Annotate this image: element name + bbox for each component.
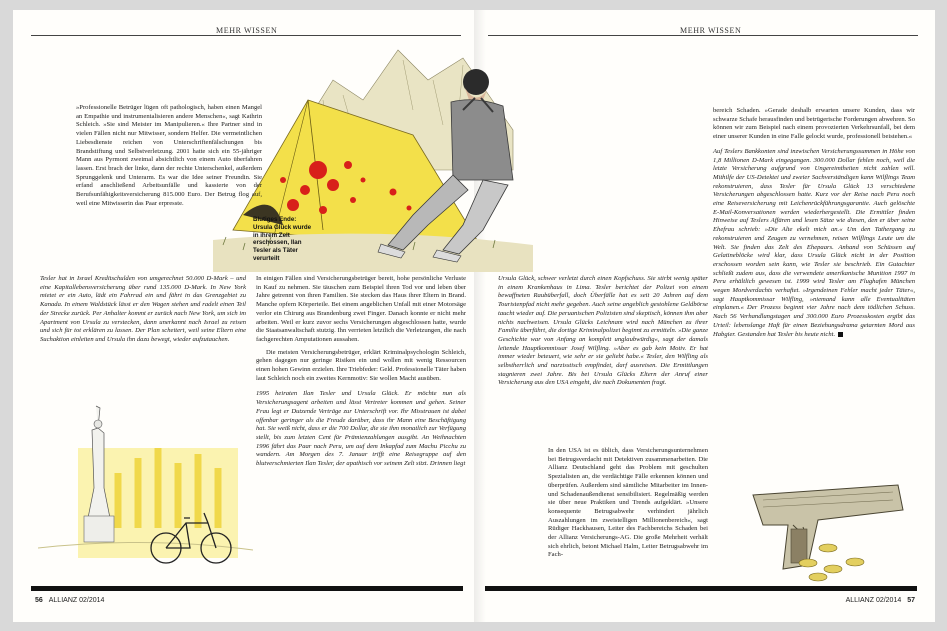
image-caption: Blutiges Ende: Ursula Glück wurde in ihrem Zelt erschossen, Ilan Tesler als Täter verurteilt [253,216,312,262]
section-title-left: MEHR WISSEN [216,26,278,35]
issue-left: 02/2014 [79,597,105,604]
statue-of-liberty-illustration [38,388,253,578]
magazine-name-left: ALLIANZ [48,597,78,604]
pistol-illustration [733,465,918,583]
issue-right: 02/2014 [875,597,902,604]
far-right-story-wrapper [713,148,915,339]
middle-paragraph-1: In einigen Fällen sind Versicherungsbetrüger bereit, hohe persönliche Verluste in Kauf zu nehmen. Sie täuschen zum Beispiel ihren Tod vor und leben über Jahre getrennt von ihren Familien. Sie stecken das Haus ihrer Eltern in Brand. Manche opfern Körperteile. Bei einem angeblichen Unfall mit einer Motorsäge verlor ein Chirurg aus Brandenburg zwei Finger. Danach konnte er nicht mehr arbeiten. Weil er kurz zuvor sechs Versicherungen abgeschlossen hatte, wurde die Staatsanwaltschaft stutzig. Ihn verrieten letztlich die Verletzungen, die nach fachgerechten Amputationen aussahen. [256,275,466,343]
intro-quote-paragraph: »Professionelle Betrüger lügen oft pathologisch, haben einen Mangel an Empathie und instrumentalisieren andere Menschen«, sagt Kathrin Schleich. »Sie sind Meister im Manipulieren.« Ihre Partner sind in vielen Fällen nicht nur Mitwisser, sondern Helfer. Die vermeintlichen Liebesdienste reichen von Unterschriftenfälschungen bis Brandstiftung und Selbstverletzung. 2001 hatte sich ein 55-jähriger Mann aus Pyrmont zweimal absichtlich von einem Auto überfahren lassen. Erst brach der linke, dann der rechte Unterschenkel, außerdem Sprunggelenk und Unterarm. Es war die Idee seiner Freundin. Sie erfand anschließend Arbeitsunfälle und kassierte von der Berufsunfähigkeitsversicherung 815.000 Euro. Der Betrug flog auf, weil eine Mitwisserin das Paar erpresste. [76,104,262,207]
bottom-bar-left [31,586,463,591]
footer-left [35,597,104,604]
left-story-column [40,275,246,349]
section-title-right: MEHR WISSEN [680,26,742,35]
left-story-paragraph: Tesler hat in Israel Kreditschulden von umgerechnet 50.000 D-Mark – und eine Kapitallebensversicherung über rund 135.000 D-Mark. In New York mietet er ein Auto, lädt ein Fahrrad ein und fährt in das Grenzgebiet zu Kanada. In einem Waldstück lässt er den Wagen stehen und radelt einen Teil der Strecke zurück. Per Anhalter kommt er zurück nach New York, um sich im Apartment von Ursula zu verstecken, dann unerkannt nach Israel zu reisen und sich für tot erklären zu lassen. Der Plan scheitert, weil seine Eltern eine Suchaktion einleiten und Ursula ihn dazu bewegt, wieder aufzutauchen. [40,275,246,343]
magazine-name-right: ALLIANZ [845,597,874,604]
right-story-column [498,275,708,392]
right-story-paragraph: Ursula Glück, schwer verletzt durch einen Kopfschuss. Sie stirbt wenig später in einem Krankenhaus in Lima. Tesler berichtet der Polizei von einem bewaffneten Raubüberfall, doch Überfälle hat es seit 20 Jahren auf dem Touristenpfad nicht mehr gegeben. Auch seine angeblich gestohlene Geldbörse taucht wieder auf. Die peruanischen Polizisten sind skeptisch, können ihm aber nichts nachweisen. Ursula Glücks Leichnam wird nach München zu ihrer Familie überführt, die dortige Kriminalpolizei beginnt zu ermitteln. »Die ganze Geschichte war von Anfang an komplett unglaubwürdig«, sagt der damals leitende Hauptkommissar Josef Wilfling. »Aber es gab kein Motiv. Er hat immer wieder beteuert, wie sehr er sie geliebt habe.« Tesler, den Wilfling als selbstherrlich und narzisstisch empfindet, darf ausreisen. Die Ermittlungen stagnieren zwei Jahre. Bis bei Ursula Glücks Eltern der Anruf einer Versicherung aus den USA eingeht, die nach Dokumenten fragt. [498,275,708,387]
intro-quote-column [76,104,262,212]
end-mark [838,332,843,337]
header-rule-right [488,35,918,36]
far-right-top-paragraph: bereich Schaden. »Gerade deshalb erwarten unsere Kunden, dass wir schwarze Schafe herausfinden und betrügerische Forderungen abwehren. So können wir zum Beispiel nach einem provozierten Verkehrsunfall, bei dem einer unserer Kunden in eine Falle gelockt wurde, professionell beistehen.« [713,107,915,141]
right-middle-column [548,447,708,564]
page-number-right: 57 [907,597,915,604]
header-rule-left [31,35,461,36]
far-right-story-paragraph: Auf Teslers Bankkonten sind inzwischen Versicherungssummen in Höhe von 1,8 Millionen D-Mark eingegangen. 300.000 Dollar fehlen noch, weil die letzte Versicherung aufgrund von Ungereimtheiten nicht zahlen will. Mithilfe der US-Detektei und zweier Sachverständigen kann Wilflings Team rekonstruieren, dass Tesler für Ursula Glück 13 verschiedene Versicherungen abgeschlossen hatte. Kurz vor der Reise nach Peru noch eine Reiseversicherung mit Leichenrückführungsgarantie. Auch gelöschte E-Mail-Konversationen werden wiederhergestellt. Die Ermittler finden Hinweise auf Teslers Affären und lesen Sätze wie diesen, den er über seine Ehefrau schrieb: »Die Alte ekelt mich an.« Um den Tathergang zu rekonstruieren und Zeugen zu vernehmen, reisen Wilflings Leute um die Welt. Sie finden das Zelt des Ehepaars. Anhand von Schüssen auf Gelatineblöcke wird klar, dass Ursula Glück nicht in der Position erschossen worden sein kann, wie Tesler sie beschrieb. Ein Gutachter schließt zudem aus, dass die verwendete amerikanische Munition 1997 in Peru erhältlich gewesen ist. 1999 wird Tesler am Flughafen München wegen Mordverdachts verhaftet. »Irgendeinen Fehler macht jeder Täter«, sagt Hauptkommissar Wilfling, »niemand kann alle Eventualitäten einplanen.« Der Prozess beginnt vier Jahre nach dem tödlichen Schuss. Nach 56 Verhandlungstagen und 300.000 Euro Prozesskosten ergibt das Urteil: lebenslange Haft für einen Beziehungsdrama getarnten Mord aus Habgier. Gestanden hat Tesler bis heute nicht. [713,147,915,338]
far-right-column [713,107,915,343]
middle-paragraph-2: Die meisten Versicherungsbetrüger, erklärt Kriminalpsychologin Schleich, gehen dagegen nur geringe Risiken ein und wollen mit wenig Ressourcen einen hohen Gewinn erzielen. Ihre Triebfeder: Geld. Professionelle Täter haben laut Schleich noch ein zweites Kernmotiv: Sie wollen Macht ausüben. [256,348,466,382]
magazine-spread [13,10,935,622]
footer-right [846,597,915,604]
right-middle-paragraph: In den USA ist es üblich, dass Versicherungsunternehmen bei Betrugsverdacht mit Detektiven zusammenarbeiten. Die Allianz Deutschland geht das Problem mit geschulten Spezialisten an, die verdächtige Fälle erkennen können und überprüfen. Außerdem sind sämtliche Mitarbeiter im Innen- und Schadenaußendienst sensibilisiert. Regelmäßig werden sie über neue Praktiken und Trends aufgeklärt. »Unsere konsequente Betrugsabwehr verhindert jährlich Auszahlungen im zweistelligen Millionenbereich«, sagt Rüdiger Hackhausen, Leiter des Fachbereichs Schaden bei der Allianz Versicherungs-AG. Die große Mehrheit verhält sich ehrlich, betont Michael Halm, Leiter Betrugsabwehr im Fach- [548,447,708,559]
middle-story-paragraph: 1995 heiraten Ilan Tesler und Ursula Glück. Er möchte nun als Versicherungsagent arbeiten und lässt Vertreter kommen und gehen. Seiner Frau legt er Dutzende Verträge zur Unterschrift vor. Ihr Misstrauen ist dabei offenbar geringer als die Freude darüber, dass ihr Mann eine Beschäftigung hat. Sie weiß nicht, dass er die 700 Dollar, die sie ihm monatlich zur Verfügung stellt, bis zum letzten Cent für Prämienzahlungen ausgibt. An Weihnachten 1996 fährt das Paar nach Peru, um auf dem Inkapfad zum Machu Picchu zu wandern. Am Morgen des 7. Januar trifft eine Reisegruppe auf den blutverschmierten Ilan Tesler, der apathisch vor seinem Zelt sitzt. Drinnen liegt [256,390,466,468]
middle-column [256,275,466,473]
page-number-left: 56 [35,597,43,604]
bottom-bar-right [485,586,917,591]
